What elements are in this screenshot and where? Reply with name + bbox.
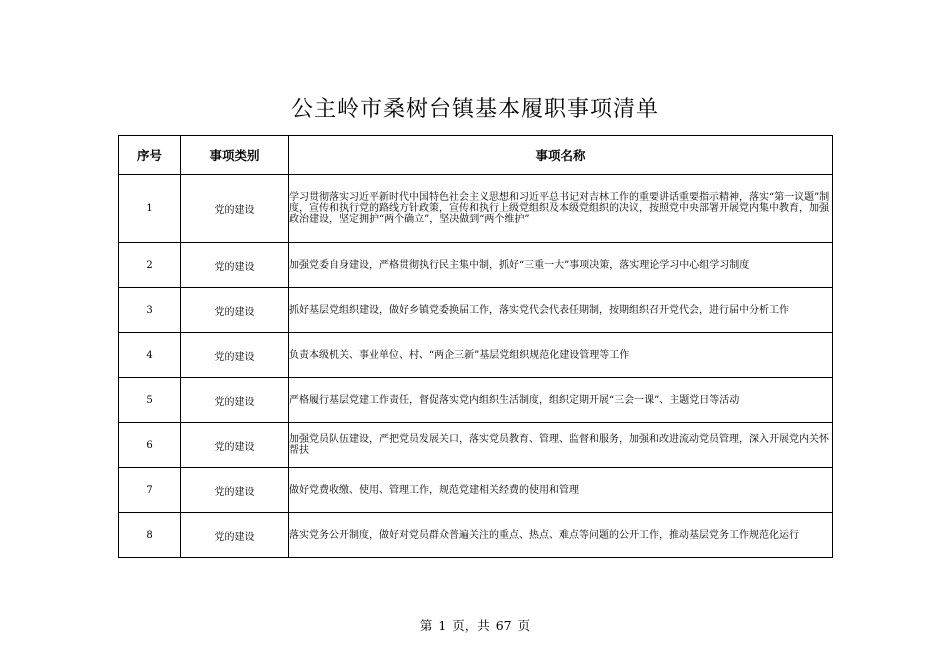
row-category: 党的建设 bbox=[181, 175, 289, 243]
row-item-name: 严格履行基层党建工作责任，督促落实党内组织生活制度，组织定期开展“三会一课”、主题党日等活动 bbox=[289, 378, 833, 423]
row-number: 2 bbox=[119, 243, 181, 288]
table-header-row bbox=[119, 136, 833, 175]
table-row bbox=[119, 423, 833, 468]
row-number: 3 bbox=[119, 288, 181, 333]
row-item-name: 学习贯彻落实习近平新时代中国特色社会主义思想和习近平总书记对吉林工作的重要讲话重要指示精神，落实“第一议题”制度，宣传和执行党的路线方针政策，宣传和执行上级党组织及本级党组织的决议，按照党中央部署开展党内集中教育，加强政治建设，坚定拥护“两个确立”，坚决做到“两个维护” bbox=[289, 175, 833, 243]
row-category: 党的建设 bbox=[181, 243, 289, 288]
header-name: 事项名称 bbox=[289, 136, 833, 175]
row-category: 党的建设 bbox=[181, 288, 289, 333]
row-category: 党的建设 bbox=[181, 513, 289, 558]
table-row bbox=[119, 378, 833, 423]
row-category: 党的建设 bbox=[181, 468, 289, 513]
table-row bbox=[119, 468, 833, 513]
row-number: 1 bbox=[119, 175, 181, 243]
row-item-name: 加强党员队伍建设，严把党员发展关口，落实党员教育、管理、监督和服务，加强和改进流动党员管理，深入开展党内关怀帮扶 bbox=[289, 423, 833, 468]
row-item-name: 负责本级机关、事业单位、村、“两企三新”基层党组织规范化建设管理等工作 bbox=[289, 333, 833, 378]
duty-list-table bbox=[118, 135, 833, 558]
table-row bbox=[119, 333, 833, 378]
row-item-name: 做好党费收缴、使用、管理工作，规范党建相关经费的使用和管理 bbox=[289, 468, 833, 513]
document-title: 公主岭市桑树台镇基本履职事项清单 bbox=[290, 97, 659, 122]
header-category: 事项类别 bbox=[181, 136, 289, 175]
table-row bbox=[119, 513, 833, 558]
row-number: 5 bbox=[119, 378, 181, 423]
table-row bbox=[119, 243, 833, 288]
row-number: 8 bbox=[119, 513, 181, 558]
row-number: 7 bbox=[119, 468, 181, 513]
page-number-footer: 第 1 页，共 67 页 bbox=[419, 618, 531, 633]
row-number: 6 bbox=[119, 423, 181, 468]
row-item-name: 抓好基层党组织建设，做好乡镇党委换届工作，落实党代会代表任期制，按期组织召开党代会，进行届中分析工作 bbox=[289, 288, 833, 333]
row-category: 党的建设 bbox=[181, 333, 289, 378]
table-row bbox=[119, 175, 833, 243]
row-item-name: 落实党务公开制度，做好对党员群众普遍关注的重点、热点、难点等问题的公开工作，推动基层党务工作规范化运行 bbox=[289, 513, 833, 558]
row-number: 4 bbox=[119, 333, 181, 378]
header-no: 序号 bbox=[119, 136, 181, 175]
row-category: 党的建设 bbox=[181, 378, 289, 423]
row-category: 党的建设 bbox=[181, 423, 289, 468]
row-item-name: 加强党委自身建设，严格贯彻执行民主集中制，抓好“三重一大”事项决策，落实理论学习中心组学习制度 bbox=[289, 243, 833, 288]
table-row bbox=[119, 288, 833, 333]
